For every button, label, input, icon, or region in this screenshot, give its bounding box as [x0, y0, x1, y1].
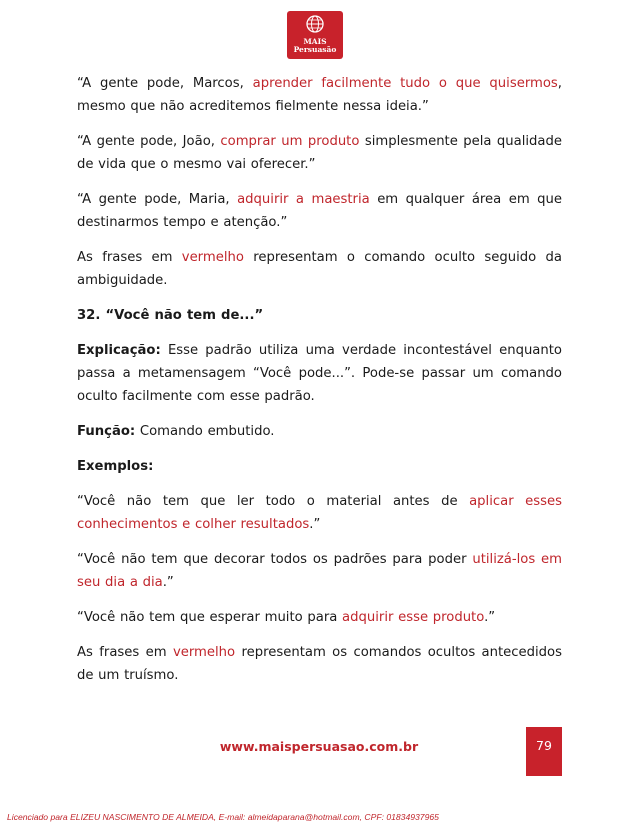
hidden-command: aprender facilmente tudo o que quisermos	[252, 76, 558, 91]
brand-logo	[287, 11, 343, 59]
example-3: “Você não tem que esperar muito para adquirir esse produto.”	[77, 610, 496, 625]
hidden-command: comprar um produto	[220, 134, 360, 149]
hidden-command: adquirir esse produto	[342, 610, 485, 625]
globe-icon	[306, 15, 324, 33]
paragraph-marcos: “A gente pode, Marcos, aprender facilmente tudo o que quisermos, mesmo que não acreditemos fielmente nessa ideia.”	[77, 76, 562, 114]
paragraph-note-red-phrases: As frases em vermelho representam o comando oculto seguido da ambiguidade.	[77, 250, 562, 288]
page-body	[77, 72, 562, 699]
red-word: vermelho	[172, 645, 236, 660]
example-1: “Você não tem que ler todo o material antes de aplicar esses conhecimentos e colher resultados.”	[77, 494, 562, 532]
hidden-command: aplicar esses conhecimentos e colher resultados	[77, 494, 562, 532]
paragraph-joao: “A gente pode, João, comprar um produto simplesmente pela qualidade de vida que o mesmo vai oferecer.”	[77, 134, 562, 172]
hidden-command: utilizá-los em seu dia a dia	[77, 552, 562, 590]
funcao-label: Função:	[77, 424, 136, 439]
logo-text-line1: MAIS	[303, 37, 327, 46]
logo-text-line2: Persuasão	[293, 45, 337, 54]
paragraph-maria: “A gente pode, Maria, adquirir a maestria em qualquer área em que destinarmos tempo e atenção.”	[77, 192, 562, 230]
paragraph-explicacao: Explicação: Esse padrão utiliza uma verdade incontestável enquanto passa a metamensagem “Você pode...”. Pode-se passar um comando oculto facilmente com esse padrão.	[77, 343, 562, 404]
paragraph-note-truism: As frases em vermelho representam os comandos ocultos antecedidos de um truísmo.	[77, 645, 562, 683]
paragraph-funcao: Função: Comando embutido.	[77, 424, 275, 439]
page-number-box	[526, 727, 562, 776]
footer-website-link[interactable]: www.maispersuasao.com.br	[219, 739, 419, 754]
hidden-command: adquirir a maestria	[237, 192, 370, 207]
example-2: “Você não tem que decorar todos os padrões para poder utilizá-los em seu dia a dia.”	[77, 552, 562, 590]
red-word: vermelho	[181, 250, 244, 265]
section-heading: 32. “Você não tem de...”	[77, 308, 264, 323]
page-number: 79	[536, 738, 552, 753]
license-notice: Licenciado para ELIZEU NASCIMENTO DE ALMEIDA, E-mail: almeidaparana@hotmail.com, CPF: 01834937965	[7, 812, 439, 822]
exemplos-label: Exemplos:	[77, 459, 154, 474]
explicacao-label: Explicação:	[77, 343, 161, 358]
